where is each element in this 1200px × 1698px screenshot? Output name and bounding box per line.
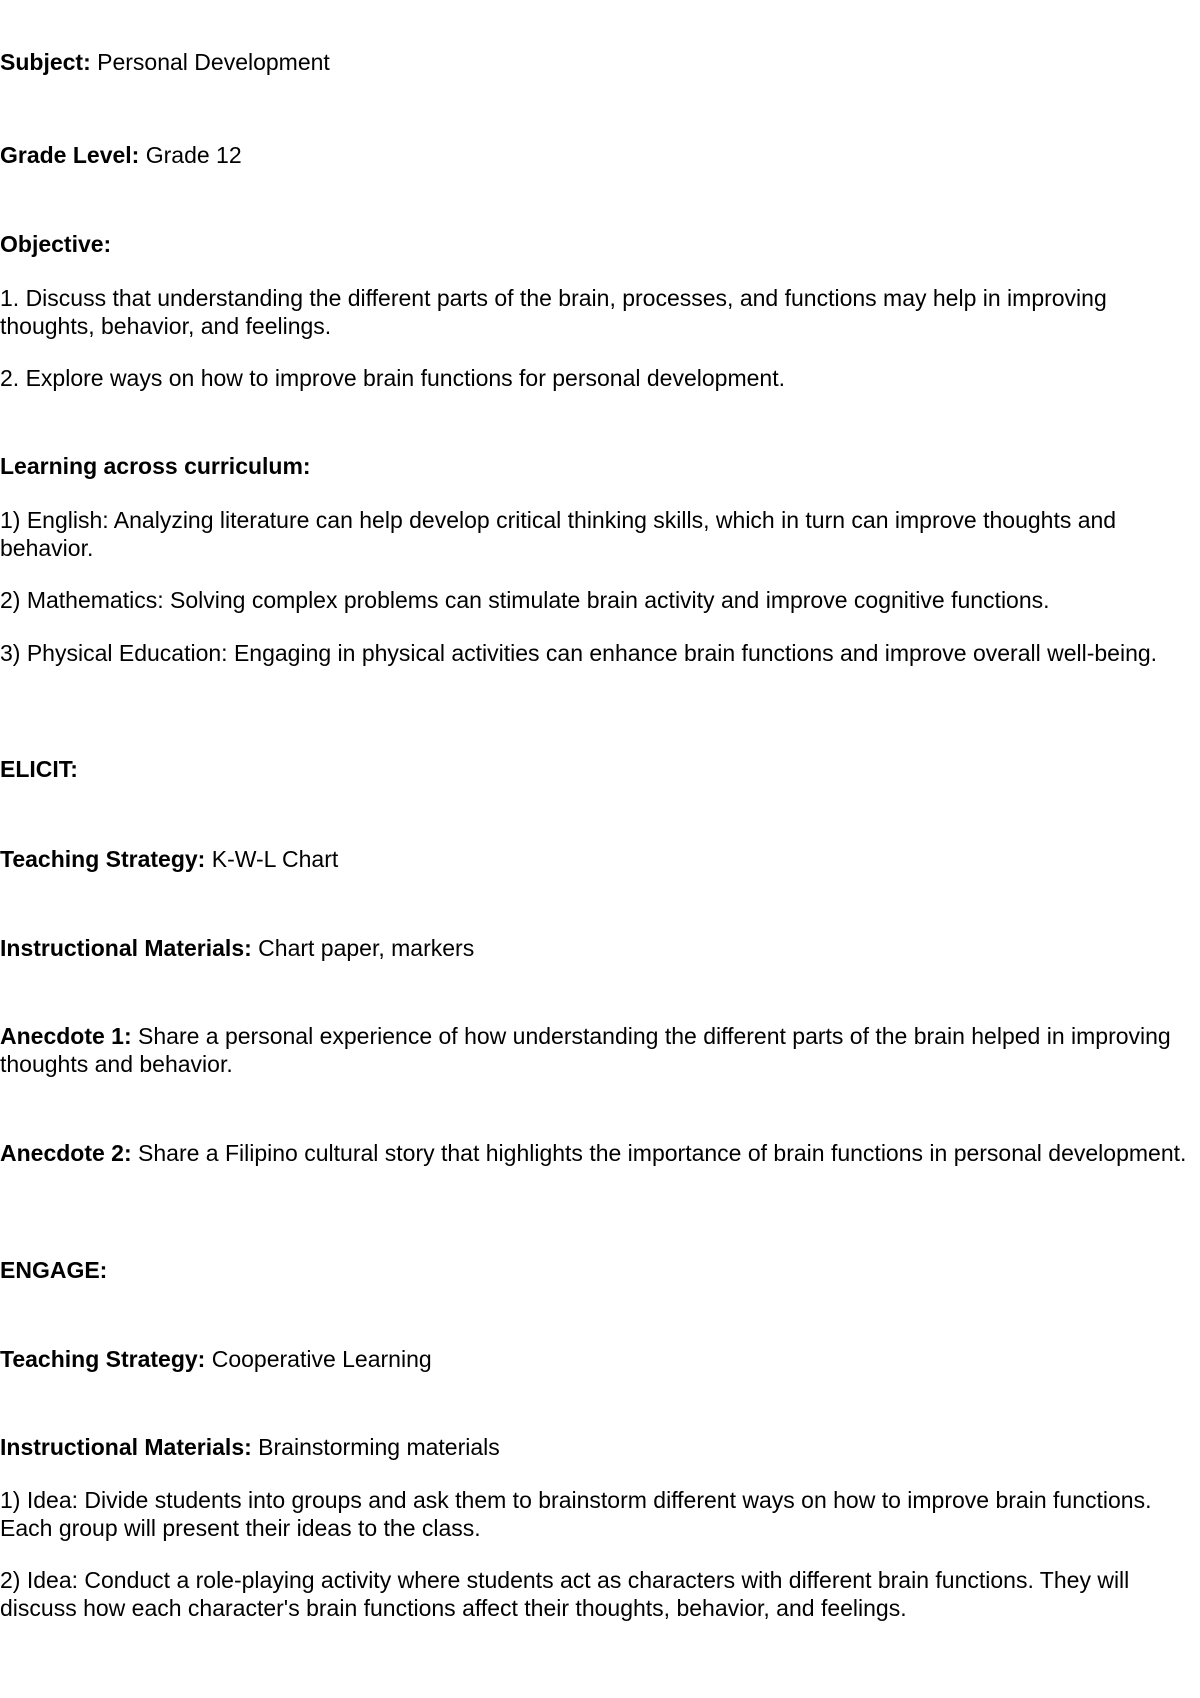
instructional-materials-value: Brainstorming materials	[251, 1434, 500, 1460]
engage-idea-2: 2) Idea: Conduct a role-playing activity where students act as characters with different brain functions. They will discuss how each character's brain functions affect their thoughts, behavior, and feelings.	[0, 1567, 1130, 1621]
curriculum-item-english: 1) English: Analyzing literature can help develop critical thinking skills, which in turn can improve thoughts and behavior.	[0, 507, 1117, 561]
teaching-strategy-value: K-W-L Chart	[205, 846, 339, 872]
anecdote-2-text: Share a Filipino cultural story that highlights the importance of brain functions in personal development.	[131, 1140, 1187, 1166]
engage-instructional-materials	[0, 1433, 1196, 1461]
grade-level-label: Grade Level:	[0, 142, 140, 168]
elicit-teaching-strategy	[0, 845, 1196, 873]
instructional-materials-label: Instructional Materials:	[0, 935, 252, 961]
instructional-materials-value: Chart paper, markers	[251, 935, 475, 961]
anecdote-1-text: Share a personal experience of how understanding the different parts of the brain helped in improving thoughts and behavior.	[0, 1023, 1171, 1077]
subject-label: Subject:	[0, 49, 91, 75]
curriculum-item-physical-education: 3) Physical Education: Engaging in physical activities can enhance brain functions and improve overall well-being.	[0, 640, 1158, 666]
grade-level-line	[0, 141, 1196, 169]
elicit-heading: ELICIT:	[0, 756, 78, 782]
curriculum-item-mathematics: 2) Mathematics: Solving complex problems can stimulate brain activity and improve cognitive functions.	[0, 587, 1050, 613]
instructional-materials-label: Instructional Materials:	[0, 1434, 252, 1460]
teaching-strategy-value: Cooperative Learning	[205, 1346, 432, 1372]
elicit-instructional-materials	[0, 934, 1196, 962]
engage-idea-1: 1) Idea: Divide students into groups and ask them to brainstorm different ways on how to improve brain functions. Each group will present their ideas to the class.	[0, 1487, 1152, 1541]
objective-item-2: 2. Explore ways on how to improve brain functions for personal development.	[0, 365, 785, 391]
subject-line	[0, 48, 1196, 76]
anecdote-1	[0, 1022, 1196, 1078]
subject-value: Personal Development	[90, 49, 330, 75]
anecdote-2	[0, 1139, 1196, 1167]
engage-heading: ENGAGE:	[0, 1257, 108, 1283]
objective-item-1: 1. Discuss that understanding the different parts of the brain, processes, and functions may help in improving thoughts, behavior, and feelings.	[0, 285, 1107, 339]
grade-level-value: Grade 12	[139, 142, 242, 168]
objective-heading: Objective:	[0, 231, 112, 257]
anecdote-1-label: Anecdote 1:	[0, 1023, 132, 1049]
engage-teaching-strategy	[0, 1345, 1196, 1373]
anecdote-2-label: Anecdote 2:	[0, 1140, 132, 1166]
teaching-strategy-label: Teaching Strategy:	[0, 1346, 206, 1372]
teaching-strategy-label: Teaching Strategy:	[0, 846, 206, 872]
learning-across-curriculum-heading: Learning across curriculum:	[0, 453, 311, 479]
